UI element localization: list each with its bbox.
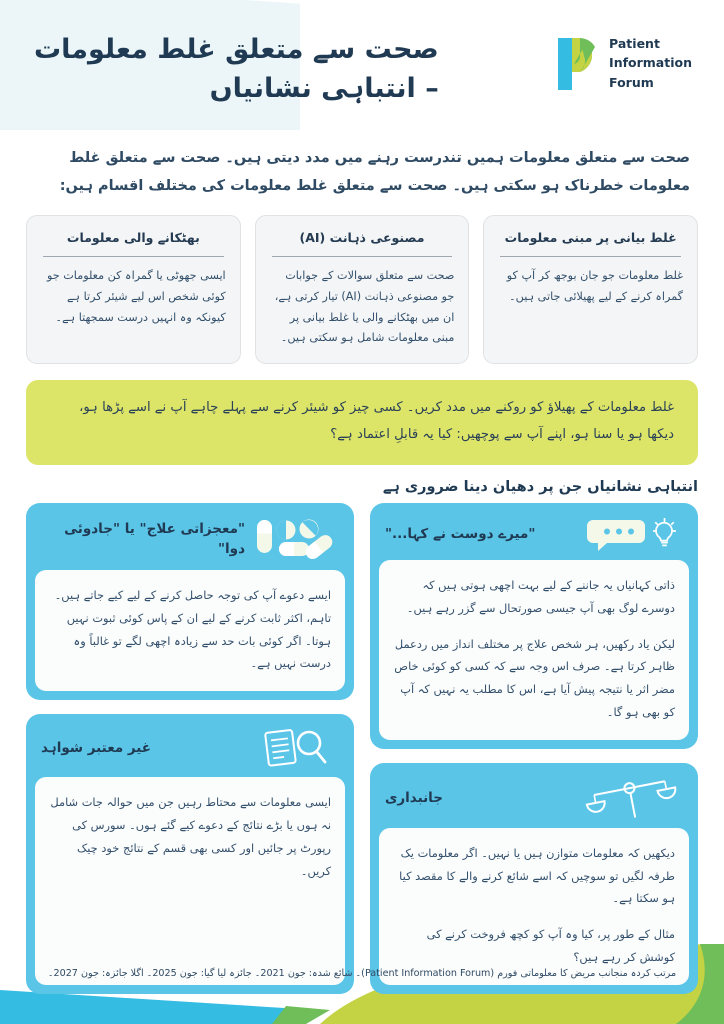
- pills-icon: [253, 516, 335, 562]
- document-search-icon: [259, 727, 335, 769]
- callout-box: غلط معلومات کے پھیلاؤ کو روکنے میں مدد کریں۔ کسی چیز کو شیئر کرنے سے پہلے چاہے آپ نے اسے پڑھا ہو، دیکھا ہو یا سنا ہو، اپنے آپ سے پوچھیں: کیا یہ قابلِ اعتماد ہے؟: [26, 380, 698, 465]
- sign-card-header: [35, 512, 345, 570]
- type-card-disinformation: [483, 215, 698, 365]
- sign-card-body: [379, 560, 689, 740]
- type-card-body: صحت سے متعلق سوالات کے جوابات جو مصنوعی ذہانت (AI) تیار کرتی ہے، ان میں بھٹکانے والی یا غلط بیانی پر مبنی معلومات شامل ہو سکتی ہیں۔: [274, 269, 455, 345]
- sign-card-friend-said: [370, 503, 698, 749]
- type-card-title: مصنوعی ذہانت (AI): [299, 229, 425, 245]
- type-card-divider: [43, 256, 224, 257]
- sign-card-title: غیر معتبر شواہد: [41, 740, 152, 757]
- type-card-title: بھٹکانے والی معلومات: [66, 229, 200, 245]
- warning-signs-heading: انتباہی نشانیاں جن پر دھیان دینا ضروری ہے: [382, 478, 698, 495]
- sign-card-miracle-cure: [26, 503, 354, 700]
- warning-signs-grid: [26, 503, 698, 994]
- brand-name-line-3: Forum: [609, 74, 654, 90]
- sign-card-title: "میرے دوست نے کہا...": [385, 525, 536, 542]
- sign-card-unreliable-evidence: [26, 714, 354, 994]
- misinformation-types-row: [26, 215, 698, 365]
- type-card-body: ایسی جھوٹی یا گمراہ کن معلومات جو کوئی شخص اس لیے شیئر کرتا ہے کیونکہ وہ انہیں درست سمجھتا ہے۔: [47, 269, 226, 324]
- page-title-line-1: صحت سے متعلق غلط معلومات: [34, 34, 439, 65]
- scales-icon: [583, 776, 679, 820]
- sign-card-paragraph: دیکھیں کہ معلومات متوازن ہیں یا نہیں۔ اگر معلومات یک طرفہ لگیں تو سوچیں کہ اسے شائع کرنے والے کا مقصد کیا ہو سکتا ہے۔: [399, 845, 675, 906]
- sign-card-body: [35, 570, 345, 691]
- sign-card-paragraph: ایسی معلومات سے محتاط رہیں جن میں حوالہ جات شامل نہ ہوں یا بڑے نتائج کے دعوے کیے گئے ہوں۔ سورس کی رپورٹ پر جائیں اور کسی بھی قسم کے نتائج خود چیک کریں۔: [50, 795, 331, 878]
- page-header: [0, 0, 724, 130]
- sign-card-icon-group: [587, 516, 679, 552]
- sign-card-title: جانبداری: [385, 789, 443, 806]
- type-card-misleading-information: [26, 215, 241, 365]
- type-card-divider: [272, 256, 453, 257]
- type-card-title: غلط بیانی پر مبنی معلومات: [504, 229, 677, 245]
- sign-card-paragraph: ایسے دعوے آپ کی توجہ حاصل کرنے کے لیے کیے جاتے ہیں۔ تاہم، اکثر ثابت کرنے کے لیے ان کے پاس کوئی ثبوت نہیں ہوتا۔ اگر کوئی بات حد سے زیادہ اچھی لگے تو غالباً وہ درست نہیں ہے۔: [54, 587, 331, 671]
- brand-logo-wordmark: [609, 34, 692, 92]
- brand-name-line-1: Patient: [609, 36, 660, 51]
- sign-card-header: [379, 512, 689, 560]
- type-card-artificial-intelligence: [255, 215, 470, 365]
- footer-credit: مرتب کردہ منجانب مریض کا معلوماتی فورم (Patient Information Forum)۔ شائع شدہ: جون 2021۔ جائزہ لیا گیا: جون 2025۔ اگلا جائزہ: جون 2027۔: [47, 967, 677, 979]
- page-title-line-2: – انتباہی نشانیاں: [209, 73, 439, 105]
- pif-p-logo-icon: [554, 34, 600, 92]
- brand-name-line-2: Information: [609, 55, 692, 71]
- sign-card-body: [379, 828, 689, 985]
- sign-card-header: [35, 723, 345, 777]
- sign-card-paragraph: ذاتی کہانیاں یہ جاننے کے لیے بہت اچھی ہوتی ہیں کہ دوسرے لوگ بھی آپ جیسی صورتحال سے گزر رہے ہیں۔: [406, 577, 675, 615]
- type-card-body: غلط معلومات جو جان بوجھ کر آپ کو گمراہ کرنے کے لیے پھیلائی جاتی ہیں۔: [506, 269, 684, 303]
- sign-card-paragraph: لیکن یاد رکھیں، ہر شخص علاج پر مختلف انداز میں ردعمل ظاہر کرتا ہے۔ صرف اس وجہ سے کہ کسی کو کوئی خاص مضر اثر یا نتیجہ پیش آیا ہے، اس کا مطلب یہ نہیں کہ آپ کو بھی ہو گا۔: [394, 636, 675, 720]
- sign-card-header: [379, 772, 689, 828]
- type-card-divider: [500, 256, 681, 257]
- intro-paragraph: صحت سے متعلق معلومات ہمیں تندرست رہنے میں مدد دیتی ہیں۔ صحت سے متعلق غلط معلومات خطرناک ہو سکتی ہیں۔ صحت سے متعلق غلط معلومات کی مختلف اقسام ہیں:: [59, 150, 690, 195]
- page-title: [34, 26, 439, 108]
- sign-card-body: [35, 777, 345, 985]
- brand-logo: [554, 26, 698, 92]
- sign-card-bias: [370, 763, 698, 994]
- sign-card-title: "معجزاتی علاج" یا "جادوئی دوا": [64, 520, 245, 557]
- sign-card-paragraph: مثال کے طور پر، کیا وہ آپ کو کچھ فروخت کرنے کی کوشش کر رہے ہیں؟: [426, 927, 675, 965]
